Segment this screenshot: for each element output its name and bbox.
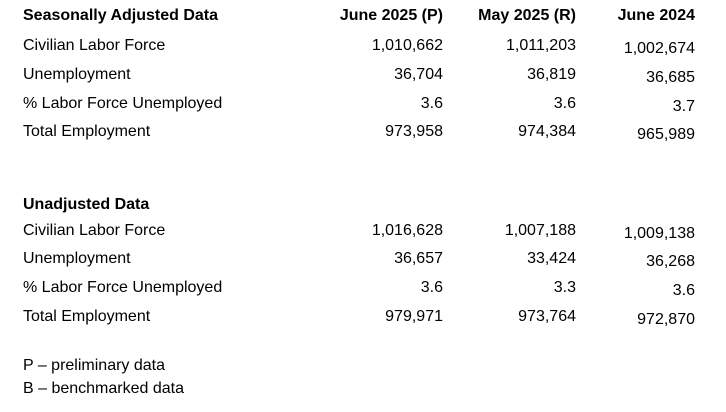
cell-may-2025: 3.3: [553, 279, 576, 296]
cell-june-2025: 36,657: [394, 250, 443, 267]
cell-june-2025: 36,704: [394, 66, 443, 83]
cell-june-2025: 973,958: [385, 123, 443, 140]
unadjusted-title: Unadjusted Data: [23, 196, 150, 213]
table-row: [0, 222, 726, 246]
cell-may-2025: 1,007,188: [504, 222, 576, 239]
cell-june-2024: 965,989: [637, 126, 695, 143]
row-label: Civilian Labor Force: [23, 37, 166, 54]
cell-may-2025: 973,764: [518, 308, 576, 325]
column-june-2025: June 2025 (P): [339, 7, 443, 24]
cell-june-2024: 1,002,674: [623, 40, 695, 57]
table-row: [0, 279, 726, 303]
row-label: % Labor Force Unemployed: [23, 95, 223, 112]
table-row: [0, 250, 726, 274]
cell-june-2025: 3.6: [420, 95, 443, 112]
table-row: [0, 308, 726, 332]
table-row: [0, 95, 726, 119]
column-may-2025: May 2025 (R): [478, 7, 576, 24]
cell-june-2024: 36,685: [646, 69, 695, 86]
cell-may-2025: 33,424: [527, 250, 576, 267]
cell-june-2024: 3.6: [672, 282, 695, 299]
cell-june-2024: 36,268: [646, 253, 695, 270]
note-benchmarked: B – benchmarked data: [23, 380, 184, 397]
row-label: Unemployment: [23, 250, 131, 267]
unadjusted-header-row: [0, 196, 726, 220]
row-label: Civilian Labor Force: [23, 222, 166, 239]
row-label: % Labor Force Unemployed: [23, 279, 223, 296]
cell-june-2024: 972,870: [637, 311, 695, 328]
header-row: [0, 7, 726, 31]
cell-june-2024: 3.7: [672, 98, 695, 115]
row-label: Unemployment: [23, 66, 131, 83]
column-june-2024: June 2024: [617, 7, 695, 24]
cell-june-2025: 3.6: [420, 279, 443, 296]
row-label: Total Employment: [23, 123, 151, 140]
table-row: [0, 123, 726, 147]
cell-june-2025: 1,016,628: [371, 222, 443, 239]
cell-may-2025: 3.6: [553, 95, 576, 112]
table-row: [0, 66, 726, 90]
note-preliminary: P – preliminary data: [23, 357, 165, 374]
cell-may-2025: 1,011,203: [506, 37, 576, 54]
table-row: [0, 37, 726, 61]
cell-june-2024: 1,009,138: [623, 225, 695, 242]
seasonally-adjusted-title: Seasonally Adjusted Data: [23, 7, 219, 24]
row-label: Total Employment: [23, 308, 151, 325]
cell-june-2025: 1,010,662: [371, 37, 443, 54]
cell-may-2025: 974,384: [518, 123, 576, 140]
cell-may-2025: 36,819: [527, 66, 576, 83]
cell-june-2025: 979,971: [385, 308, 443, 325]
